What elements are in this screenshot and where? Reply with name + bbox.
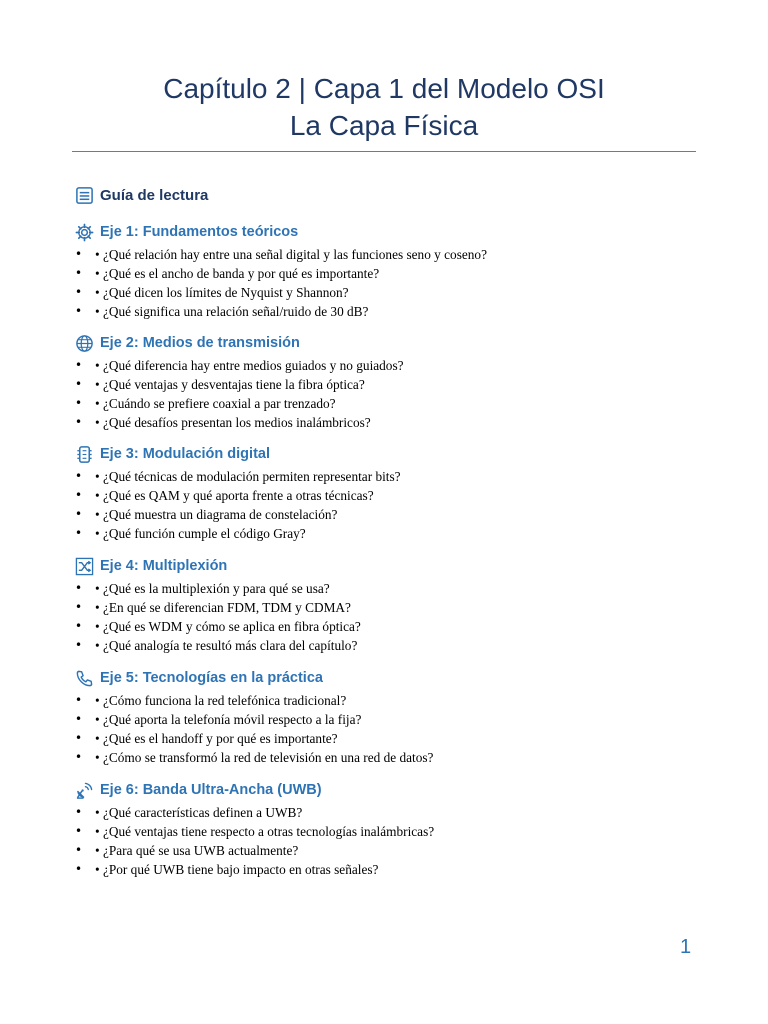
title-line-1: Capítulo 2 | Capa 1 del Modelo OSI [163,73,605,104]
gear-icon [75,223,94,242]
section-eje-4 [75,555,715,655]
list-item: • • ¿Qué es el handoff y por qué es importante? [75,729,715,748]
phone-icon [75,669,94,688]
list-item: • • ¿Por qué UWB tiene bajo impacto en otras señales? [75,860,715,879]
section-eje-6 [75,779,715,879]
section-heading [75,221,715,243]
list-item: • • ¿Qué es el ancho de banda y por qué es importante? [75,264,715,283]
page-title [72,70,696,144]
chip-icon [75,445,94,464]
shuffle-icon [75,557,94,576]
section-eje-3 [75,443,715,543]
list-item: • • ¿Qué ventajas y desventajas tiene la fibra óptica? [75,375,715,394]
section-eje-1 [75,221,715,321]
section-title: Eje 1: Fundamentos teóricos [100,224,299,240]
section-title: Eje 4: Multiplexión [100,558,228,574]
title-divider [72,151,696,152]
title-line-2: La Capa Física [289,110,479,141]
section-eje-5 [75,667,715,767]
list-item: • • ¿Qué es WDM y cómo se aplica en fibra óptica? [75,617,715,636]
section-heading [75,779,715,801]
list-item: • • ¿Qué dicen los límites de Nyquist y Shannon? [75,283,715,302]
reading-guide-label: Guía de lectura [100,186,209,204]
list-item: • • ¿Qué es QAM y qué aporta frente a otras técnicas? [75,486,715,505]
section-heading [75,332,715,354]
section-heading [75,443,715,465]
list-item: • • ¿Cuándo se prefiere coaxial a par trenzado? [75,394,715,413]
question-list [75,356,715,432]
list-item: • • ¿Qué aporta la telefonía móvil respecto a la fija? [75,710,715,729]
list-item: • • ¿Qué es la multiplexión y para qué se usa? [75,579,715,598]
list-item: • • ¿Qué desafíos presentan los medios inalámbricos? [75,413,715,432]
section-title: Eje 2: Medios de transmisión [100,335,300,351]
page-number: 1 [680,936,692,958]
satellite-icon [75,781,94,800]
list-item: • • ¿En qué se diferencian FDM, TDM y CDMA? [75,598,715,617]
list-item: • • ¿Qué diferencia hay entre medios guiados y no guiados? [75,356,715,375]
globe-icon [75,334,94,353]
question-list [75,245,715,321]
question-list [75,691,715,767]
list-item: • • ¿Qué analogía te resultó más clara del capítulo? [75,636,715,655]
list-item: • • ¿Cómo funciona la red telefónica tradicional? [75,691,715,710]
question-list [75,467,715,543]
section-title: Eje 3: Modulación digital [100,446,270,462]
section-title: Eje 6: Banda Ultra-Ancha (UWB) [100,782,322,798]
list-item: • • ¿Qué relación hay entre una señal digital y las funciones seno y coseno? [75,245,715,264]
list-item: • • ¿Qué muestra un diagrama de constelación? [75,505,715,524]
section-eje-2 [75,332,715,432]
section-heading [75,555,715,577]
reading-guide-heading [75,184,208,206]
section-heading [75,667,715,689]
list-item: • • ¿Qué características definen a UWB? [75,803,715,822]
list-item: • • ¿Para qué se usa UWB actualmente? [75,841,715,860]
list-item: • • ¿Cómo se transformó la red de televisión en una red de datos? [75,748,715,767]
question-list [75,803,715,879]
list-item: • • ¿Qué significa una relación señal/ruido de 30 dB? [75,302,715,321]
list-item: • • ¿Qué ventajas tiene respecto a otras tecnologías inalámbricas? [75,822,715,841]
list-item: • • ¿Qué técnicas de modulación permiten representar bits? [75,467,715,486]
section-title: Eje 5: Tecnologías en la práctica [100,670,323,686]
list-icon [75,186,94,205]
question-list [75,579,715,655]
list-item: • • ¿Qué función cumple el código Gray? [75,524,715,543]
